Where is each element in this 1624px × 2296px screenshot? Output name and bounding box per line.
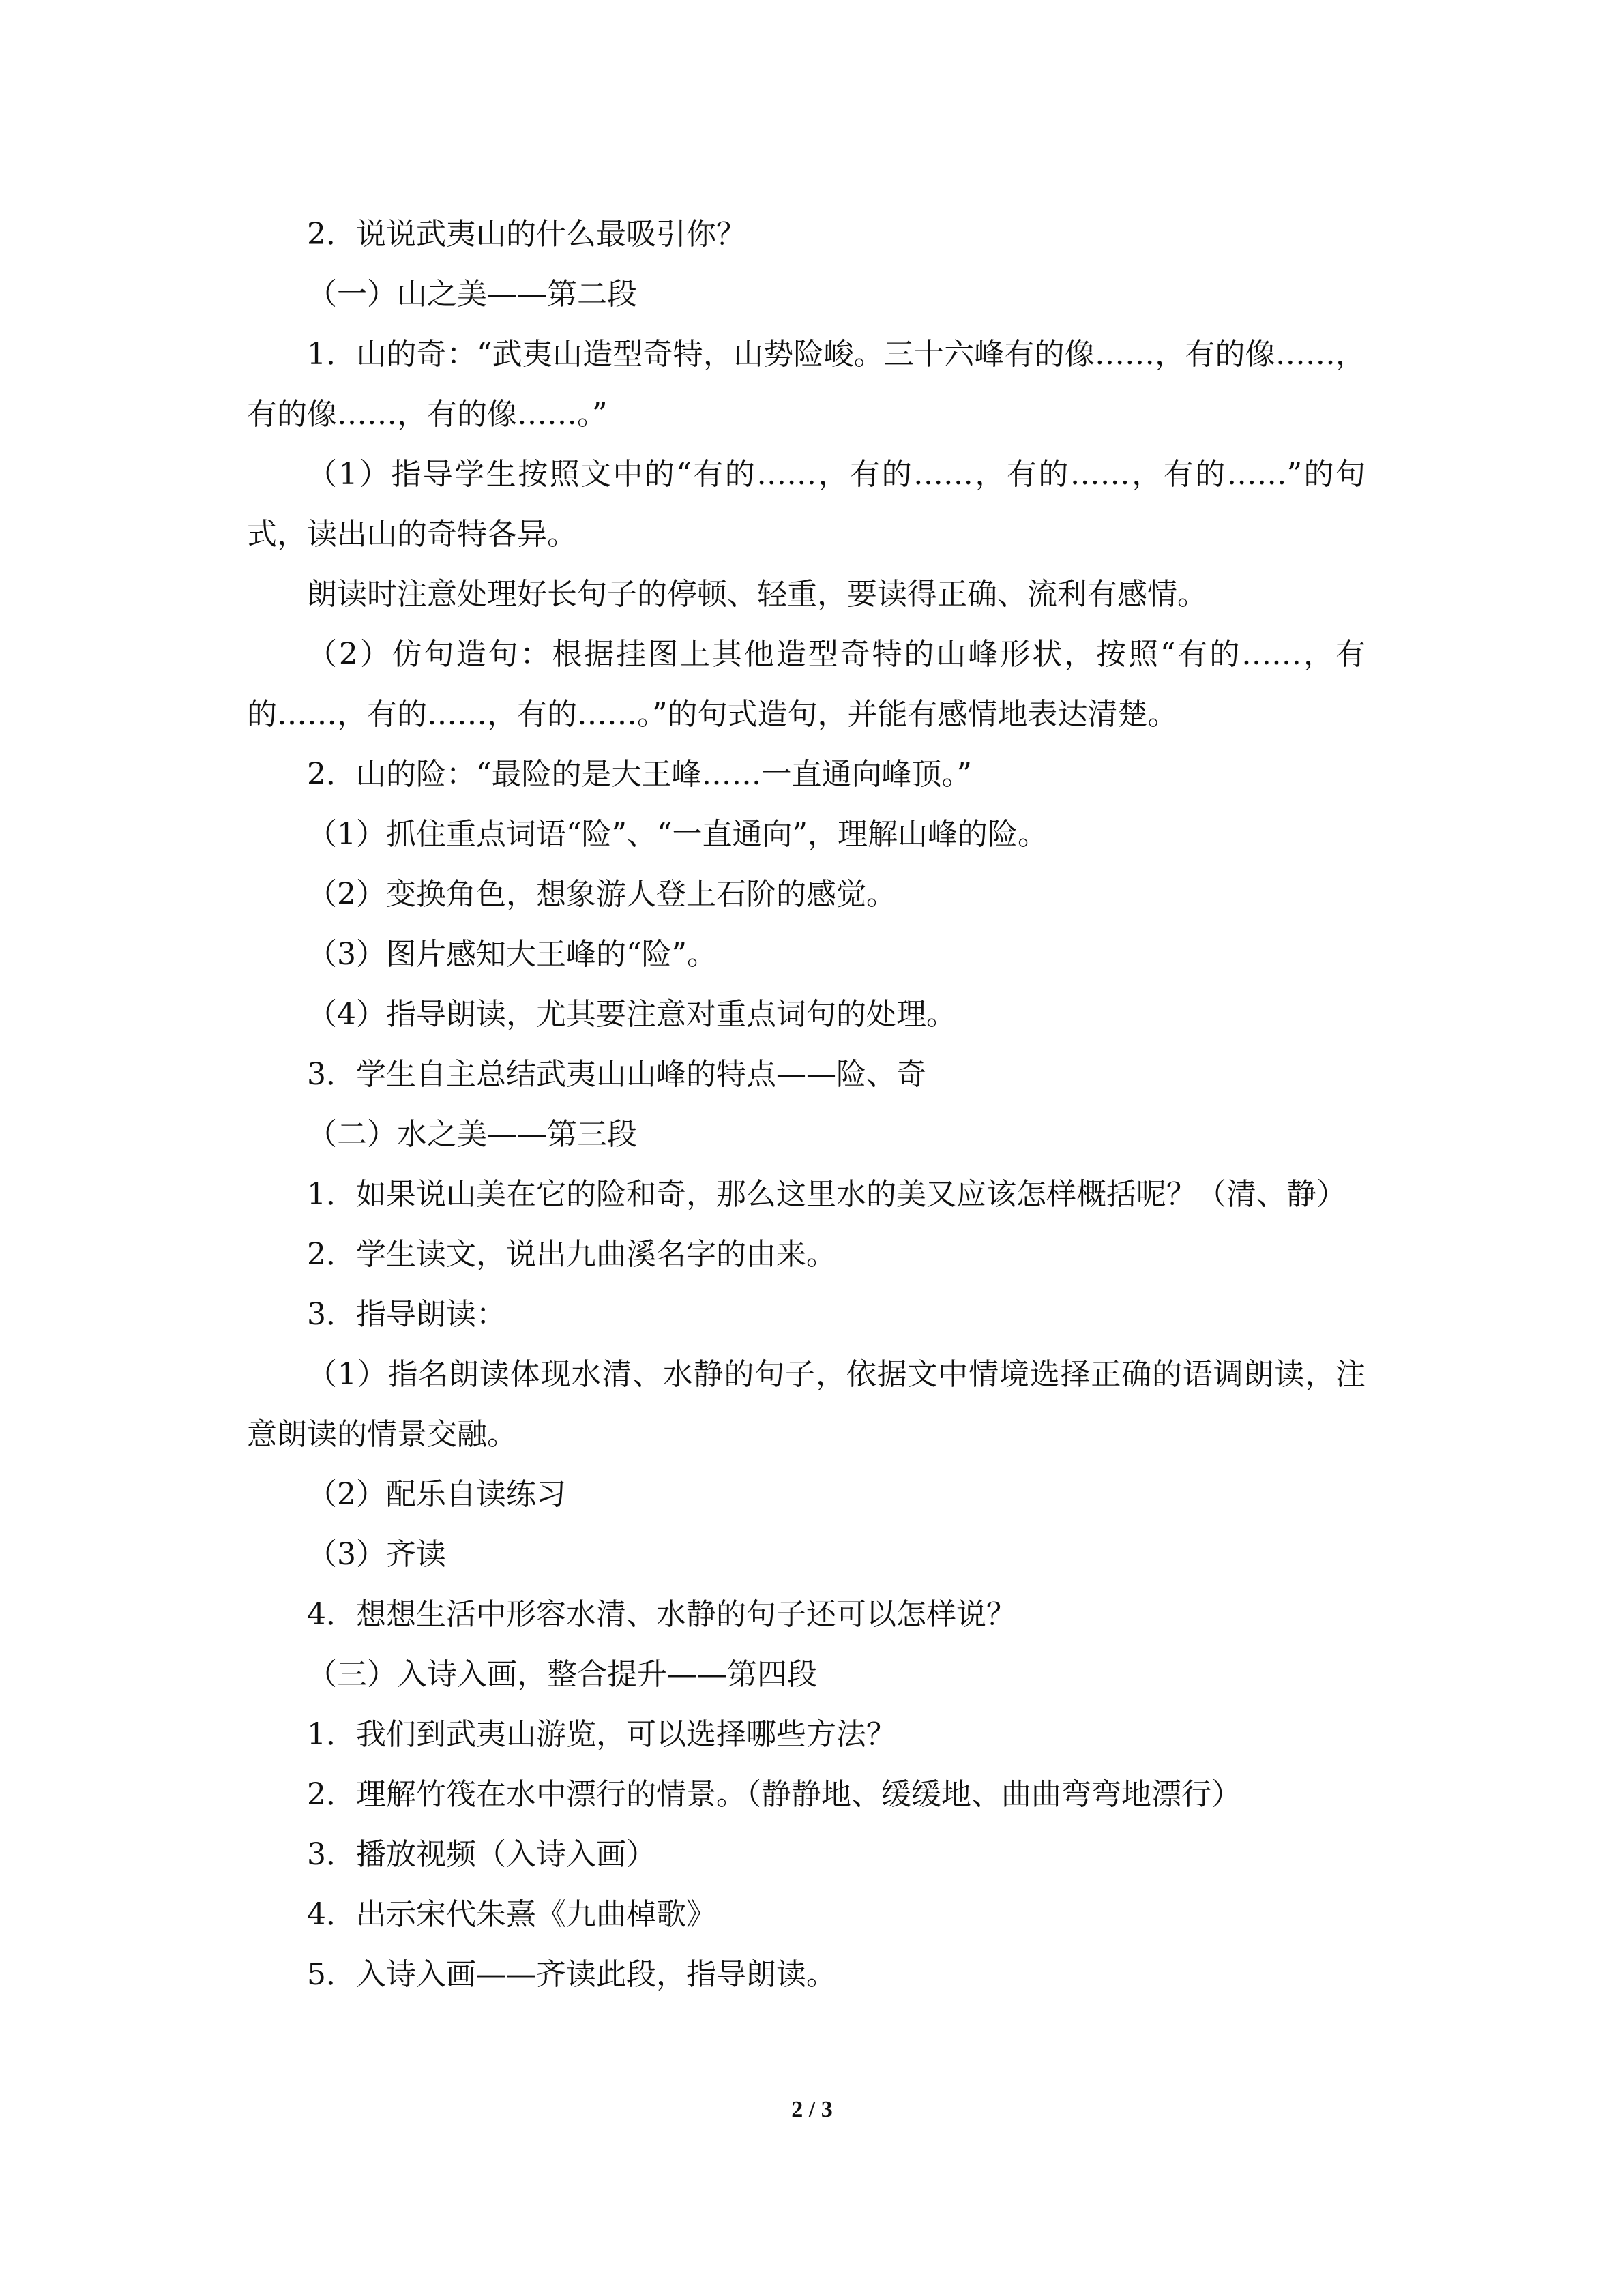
paragraph: 3．指导朗读： [307, 1297, 506, 1332]
paragraph: 3．播放视频（入诗入画） [307, 1837, 656, 1872]
paragraph: 1．我们到武夷山游览，可以选择哪些方法？ [307, 1717, 896, 1752]
paragraph: 2．山的险：“最险的是大王峰……一直通向峰顶。” [307, 757, 972, 792]
paragraph: （1）抓住重点词语“险”、“一直通向”，理解山峰的险。 [307, 817, 1048, 852]
paragraph: （1）指导学生按照文中的“有的……，有的……，有的……，有的……”的句式，读出山的奇特各异。 [247, 457, 1365, 552]
paragraph: （3）齐读 [307, 1537, 446, 1572]
paragraph: 2．理解竹筏在水中漂行的情景。（静静地、缓缓地、曲曲弯弯地漂行） [307, 1777, 1241, 1812]
paragraph: 2．说说武夷山的什么最吸引你？ [307, 217, 746, 252]
paragraph: （4）指导朗读，尤其要注意对重点词句的处理。 [307, 997, 956, 1032]
paragraph: 朗读时注意处理好长句子的停顿、轻重，要读得正确、流利有感情。 [307, 577, 1207, 612]
section-heading: （二）水之美——第三段 [307, 1117, 637, 1152]
paragraph: 1．山的奇：“武夷山造型奇特，山势险峻。三十六峰有的像……，有的像……，有的像……，有的像……。” [247, 337, 1365, 432]
paragraph: （2）变换角色，想象游人登上石阶的感觉。 [307, 877, 896, 912]
paragraph: （2）仿句造句：根据挂图上其他造型奇特的山峰形状，按照“有的……，有的……，有的……，有的……。”的句式造句，并能有感情地表达清楚。 [247, 637, 1365, 732]
paragraph: 3．学生自主总结武夷山山峰的特点——险、奇 [307, 1057, 926, 1092]
document-body [247, 205, 1365, 2005]
paragraph: （3）图片感知大王峰的“险”。 [307, 937, 717, 972]
paragraph: 4．想想生活中形容水清、水静的句子还可以怎样说？ [307, 1597, 1016, 1632]
paragraph: 4．出示宋代朱熹《九曲棹歌》 [307, 1897, 716, 1932]
paragraph: 1．如果说山美在它的险和奇，那么这里水的美又应该怎样概括呢？（清、静） [307, 1177, 1346, 1212]
section-heading: （一）山之美——第二段 [307, 277, 637, 312]
paragraph: （1）指名朗读体现水清、水静的句子，依据文中情境选择正确的语调朗读，注意朗读的情景交融。 [247, 1357, 1365, 1452]
page-number: 2 / 3 [791, 2097, 833, 2122]
paragraph: （2）配乐自读练习 [307, 1477, 566, 1512]
paragraph: 2．学生读文，说出九曲溪名字的由来。 [307, 1237, 836, 1272]
section-heading: （三）入诗入画，整合提升——第四段 [307, 1657, 817, 1692]
paragraph: 5．入诗入画——齐读此段，指导朗读。 [307, 1957, 836, 1992]
